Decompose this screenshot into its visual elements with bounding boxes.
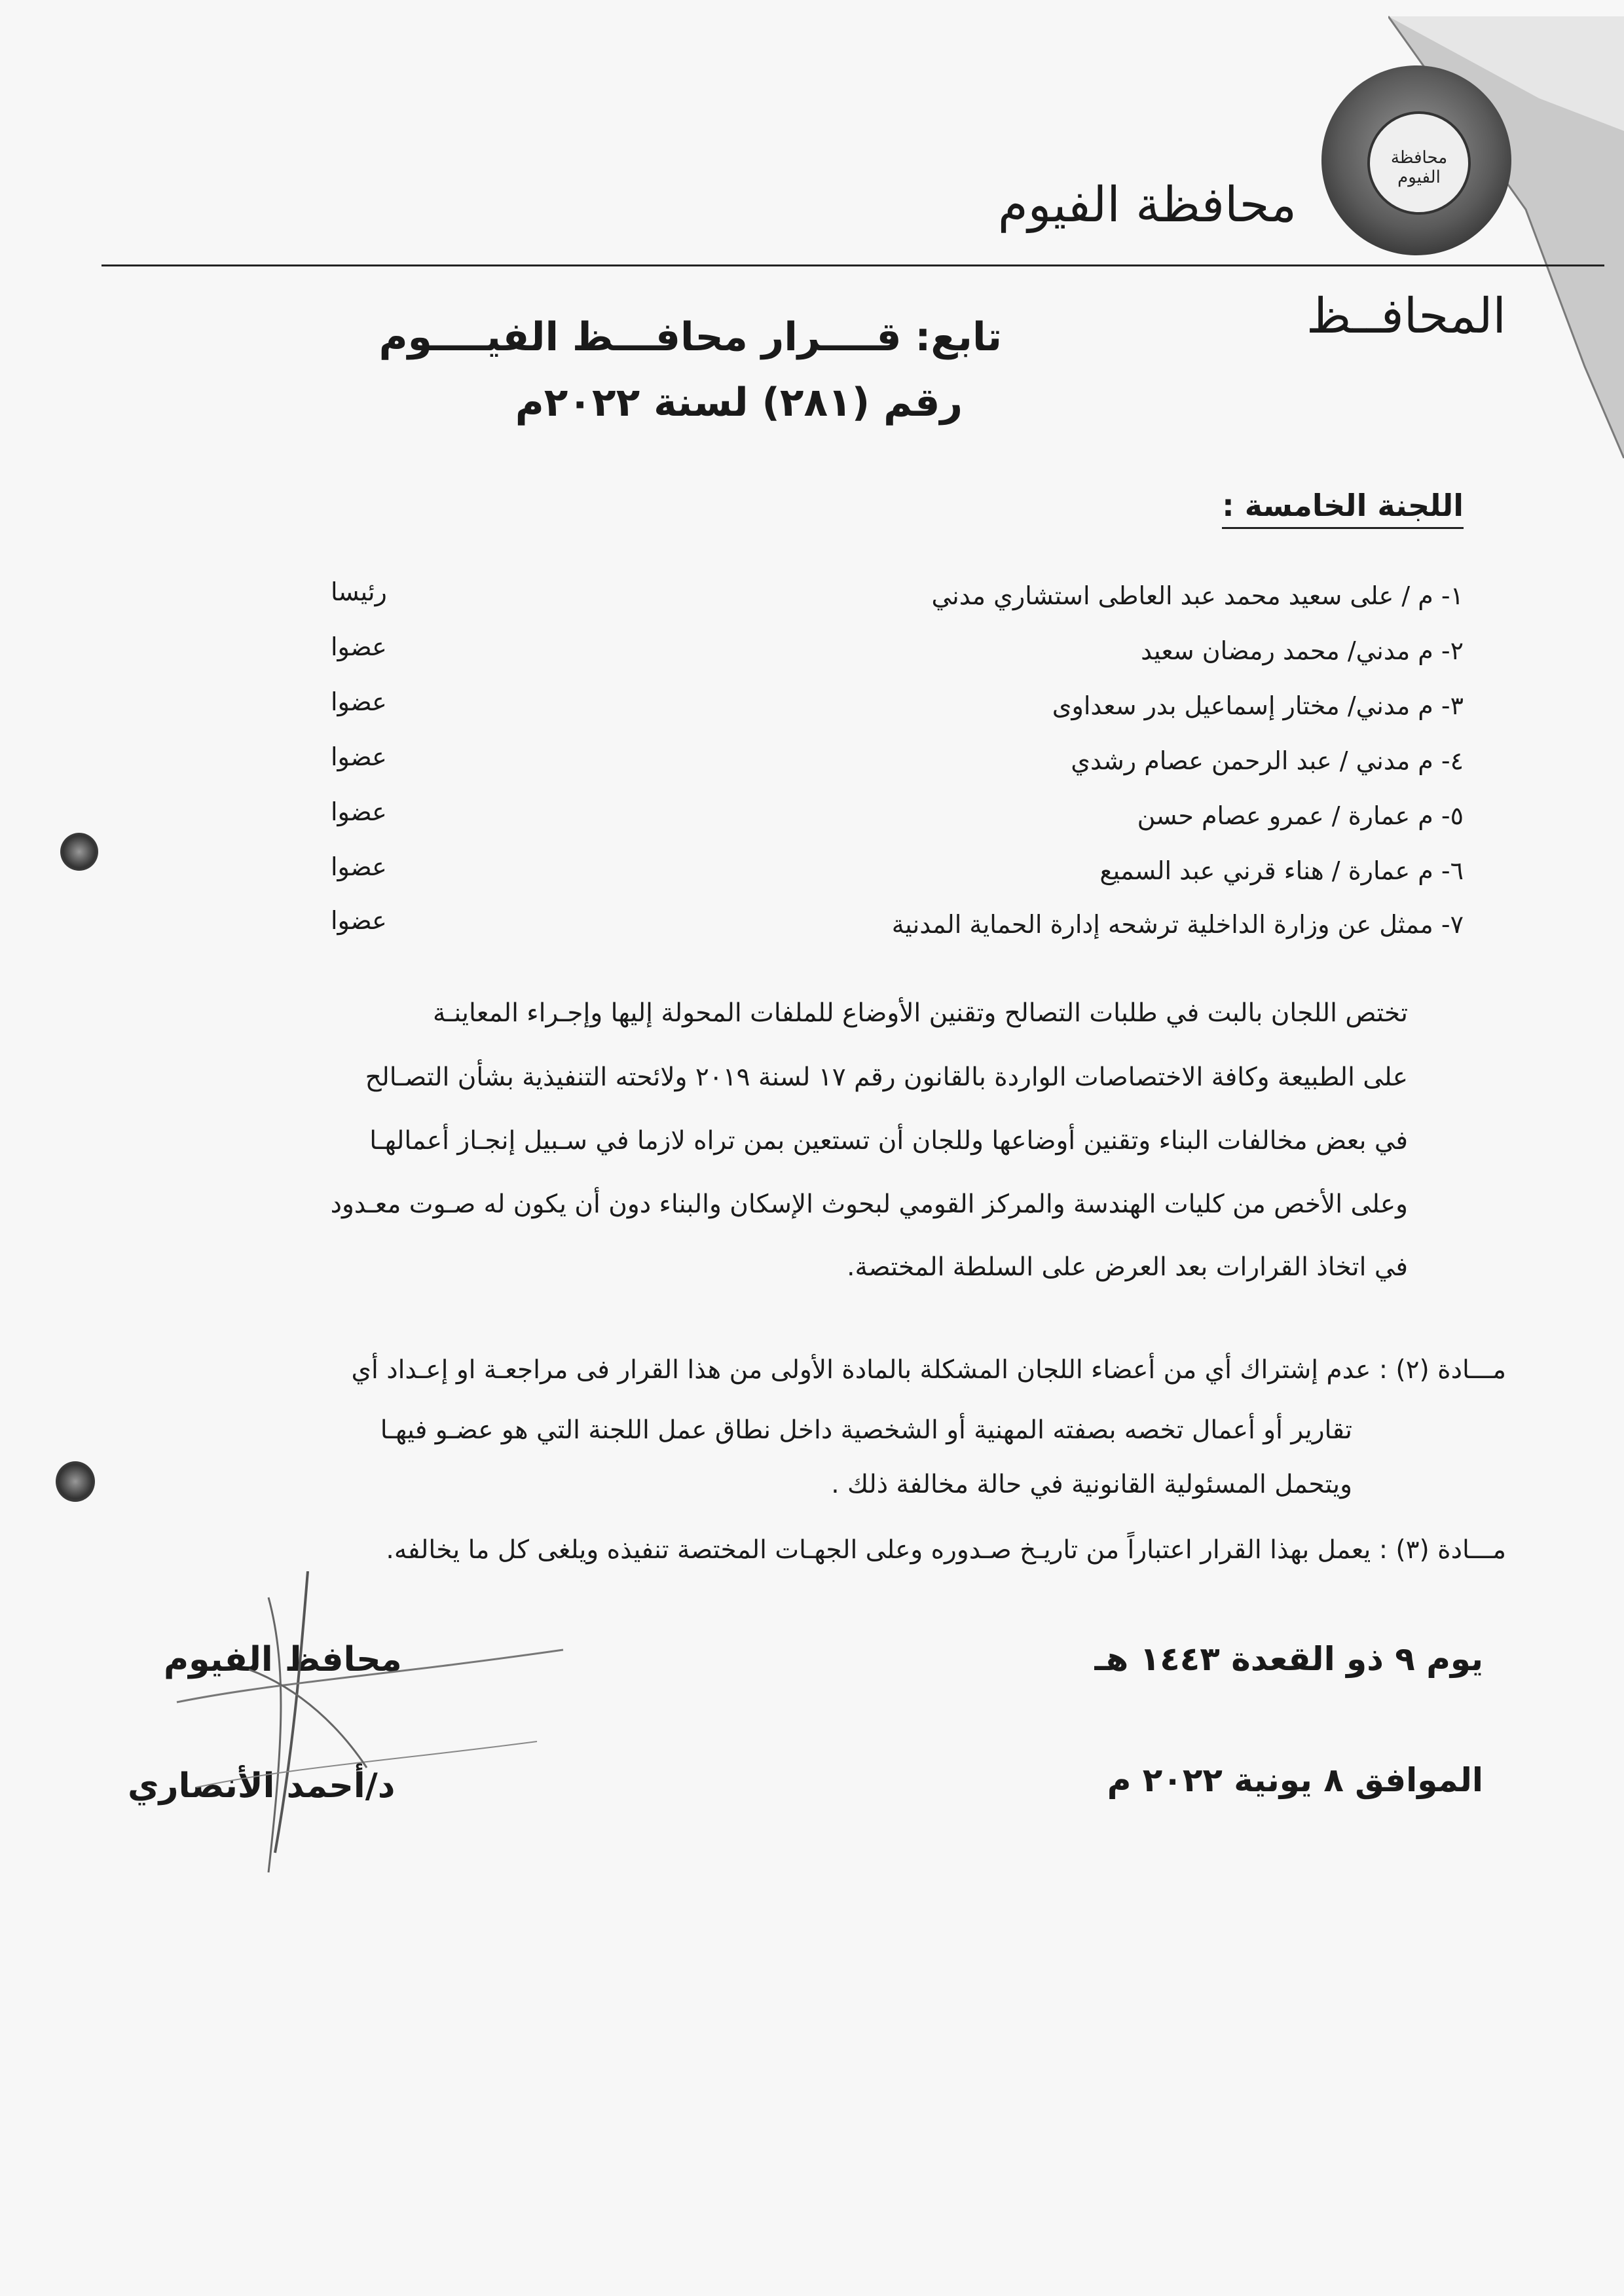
member-name: ٣- م مدني/ مختار إسماعيل بدر سعداوى: [1052, 691, 1464, 720]
member-role: عضوا: [331, 797, 387, 826]
governorate-seal: [1321, 65, 1511, 255]
hijri-date: يوم ٩ ذو القعدة ١٤٤٣ هـ: [1094, 1640, 1483, 1678]
signatory-title: محافظ الفيوم: [164, 1640, 402, 1679]
paragraph-line: على الطبيعة وكافة الاختصاصات الواردة بالقانون رقم ١٧ لسنة ٢٠١٩ ولائحته التنفيذية بشأن التصـالح: [365, 1063, 1408, 1092]
committee-heading: اللجنة الخامسة :: [1222, 488, 1464, 529]
paragraph-line: وعلى الأخص من كليات الهندسة والمركز القومي لبحوث الإسكان والبناء دون أن يكون له صـوت معـدود: [330, 1190, 1408, 1219]
paragraph-line: تختص اللجان بالبت في طلبات التصالح وتقنين الأوضاع للملفات المحولة إليها وإجـراء المعاينـة: [432, 998, 1408, 1028]
punch-hole: [56, 1461, 95, 1502]
member-role: رئيسا: [331, 577, 387, 606]
article-2-line: ويتحمل المسئولية القانونية في حالة مخالفة ذلك .: [831, 1470, 1352, 1499]
header-divider: [101, 264, 1604, 266]
member-name: ٤- م مدني / عبد الرحمن عصام رشدي: [1071, 746, 1464, 775]
member-name: ٥- م عمارة / عمرو عصام حسن: [1137, 801, 1464, 830]
decision-number: رقم (٢٨١) لسنة ٢٠٢٢م: [515, 380, 963, 426]
handwritten-signature: [170, 1571, 576, 1899]
article-2-line: مـــادة (٢) : عدم إشتراك أي من أعضاء اللجان المشكلة بالمادة الأولى من هذا القرار فى مراجعـة او إعـداد أي: [351, 1355, 1506, 1385]
signatory-name: د/أحمد الأنصاري: [128, 1766, 396, 1806]
member-role: عضوا: [331, 687, 387, 716]
member-name: ٧- ممثل عن وزارة الداخلية ترشحه إدارة الحماية المدنية: [891, 910, 1464, 939]
punch-hole: [60, 833, 98, 871]
governor-label: المحافــظ: [1306, 288, 1506, 344]
seal-text: محافظة الفيوم: [1390, 148, 1448, 187]
governorate-title: محافظة الفيوم: [997, 177, 1297, 233]
decision-title: تابع: قــــرار محافـــظ الفيــــوم: [378, 314, 1002, 360]
paragraph-line: في بعض مخالفات البناء وتقنين أوضاعها وللجان أن تستعين بمن تراه لازما في سـبيل إنجـاز أعمالهـا: [369, 1126, 1408, 1156]
member-role: عضوا: [331, 742, 387, 771]
seal-center: [1367, 111, 1471, 215]
article-2-line: تقارير أو أعمال تخصه بصفته المهنية أو الشخصية داخل نطاق عمل اللجنة التي هو عضـو فيهـا: [380, 1415, 1352, 1445]
member-role: عضوا: [331, 852, 387, 881]
member-name: ٦- م عمارة / هناء قرني عبد السميع: [1099, 856, 1464, 885]
member-name: ١- م / على سعيد محمد عبد العاطى استشاري مدني: [931, 581, 1464, 610]
gregorian-date: الموافق ٨ يونية ٢٠٢٢ م: [1107, 1761, 1483, 1799]
article-3-line: مـــادة (٣) : يعمل بهذا القرار اعتباراً من تاريـخ صـدوره وعلى الجهـات المختصة تنفيذه ويلغى كل ما يخالفه.: [386, 1535, 1506, 1565]
member-role: عضوا: [331, 906, 387, 935]
member-name: ٢- م مدني/ محمد رمضان سعيد: [1141, 636, 1464, 665]
paragraph-line: في اتخاذ القرارات بعد العرض على السلطة المختصة.: [847, 1252, 1408, 1282]
member-role: عضوا: [331, 632, 387, 661]
